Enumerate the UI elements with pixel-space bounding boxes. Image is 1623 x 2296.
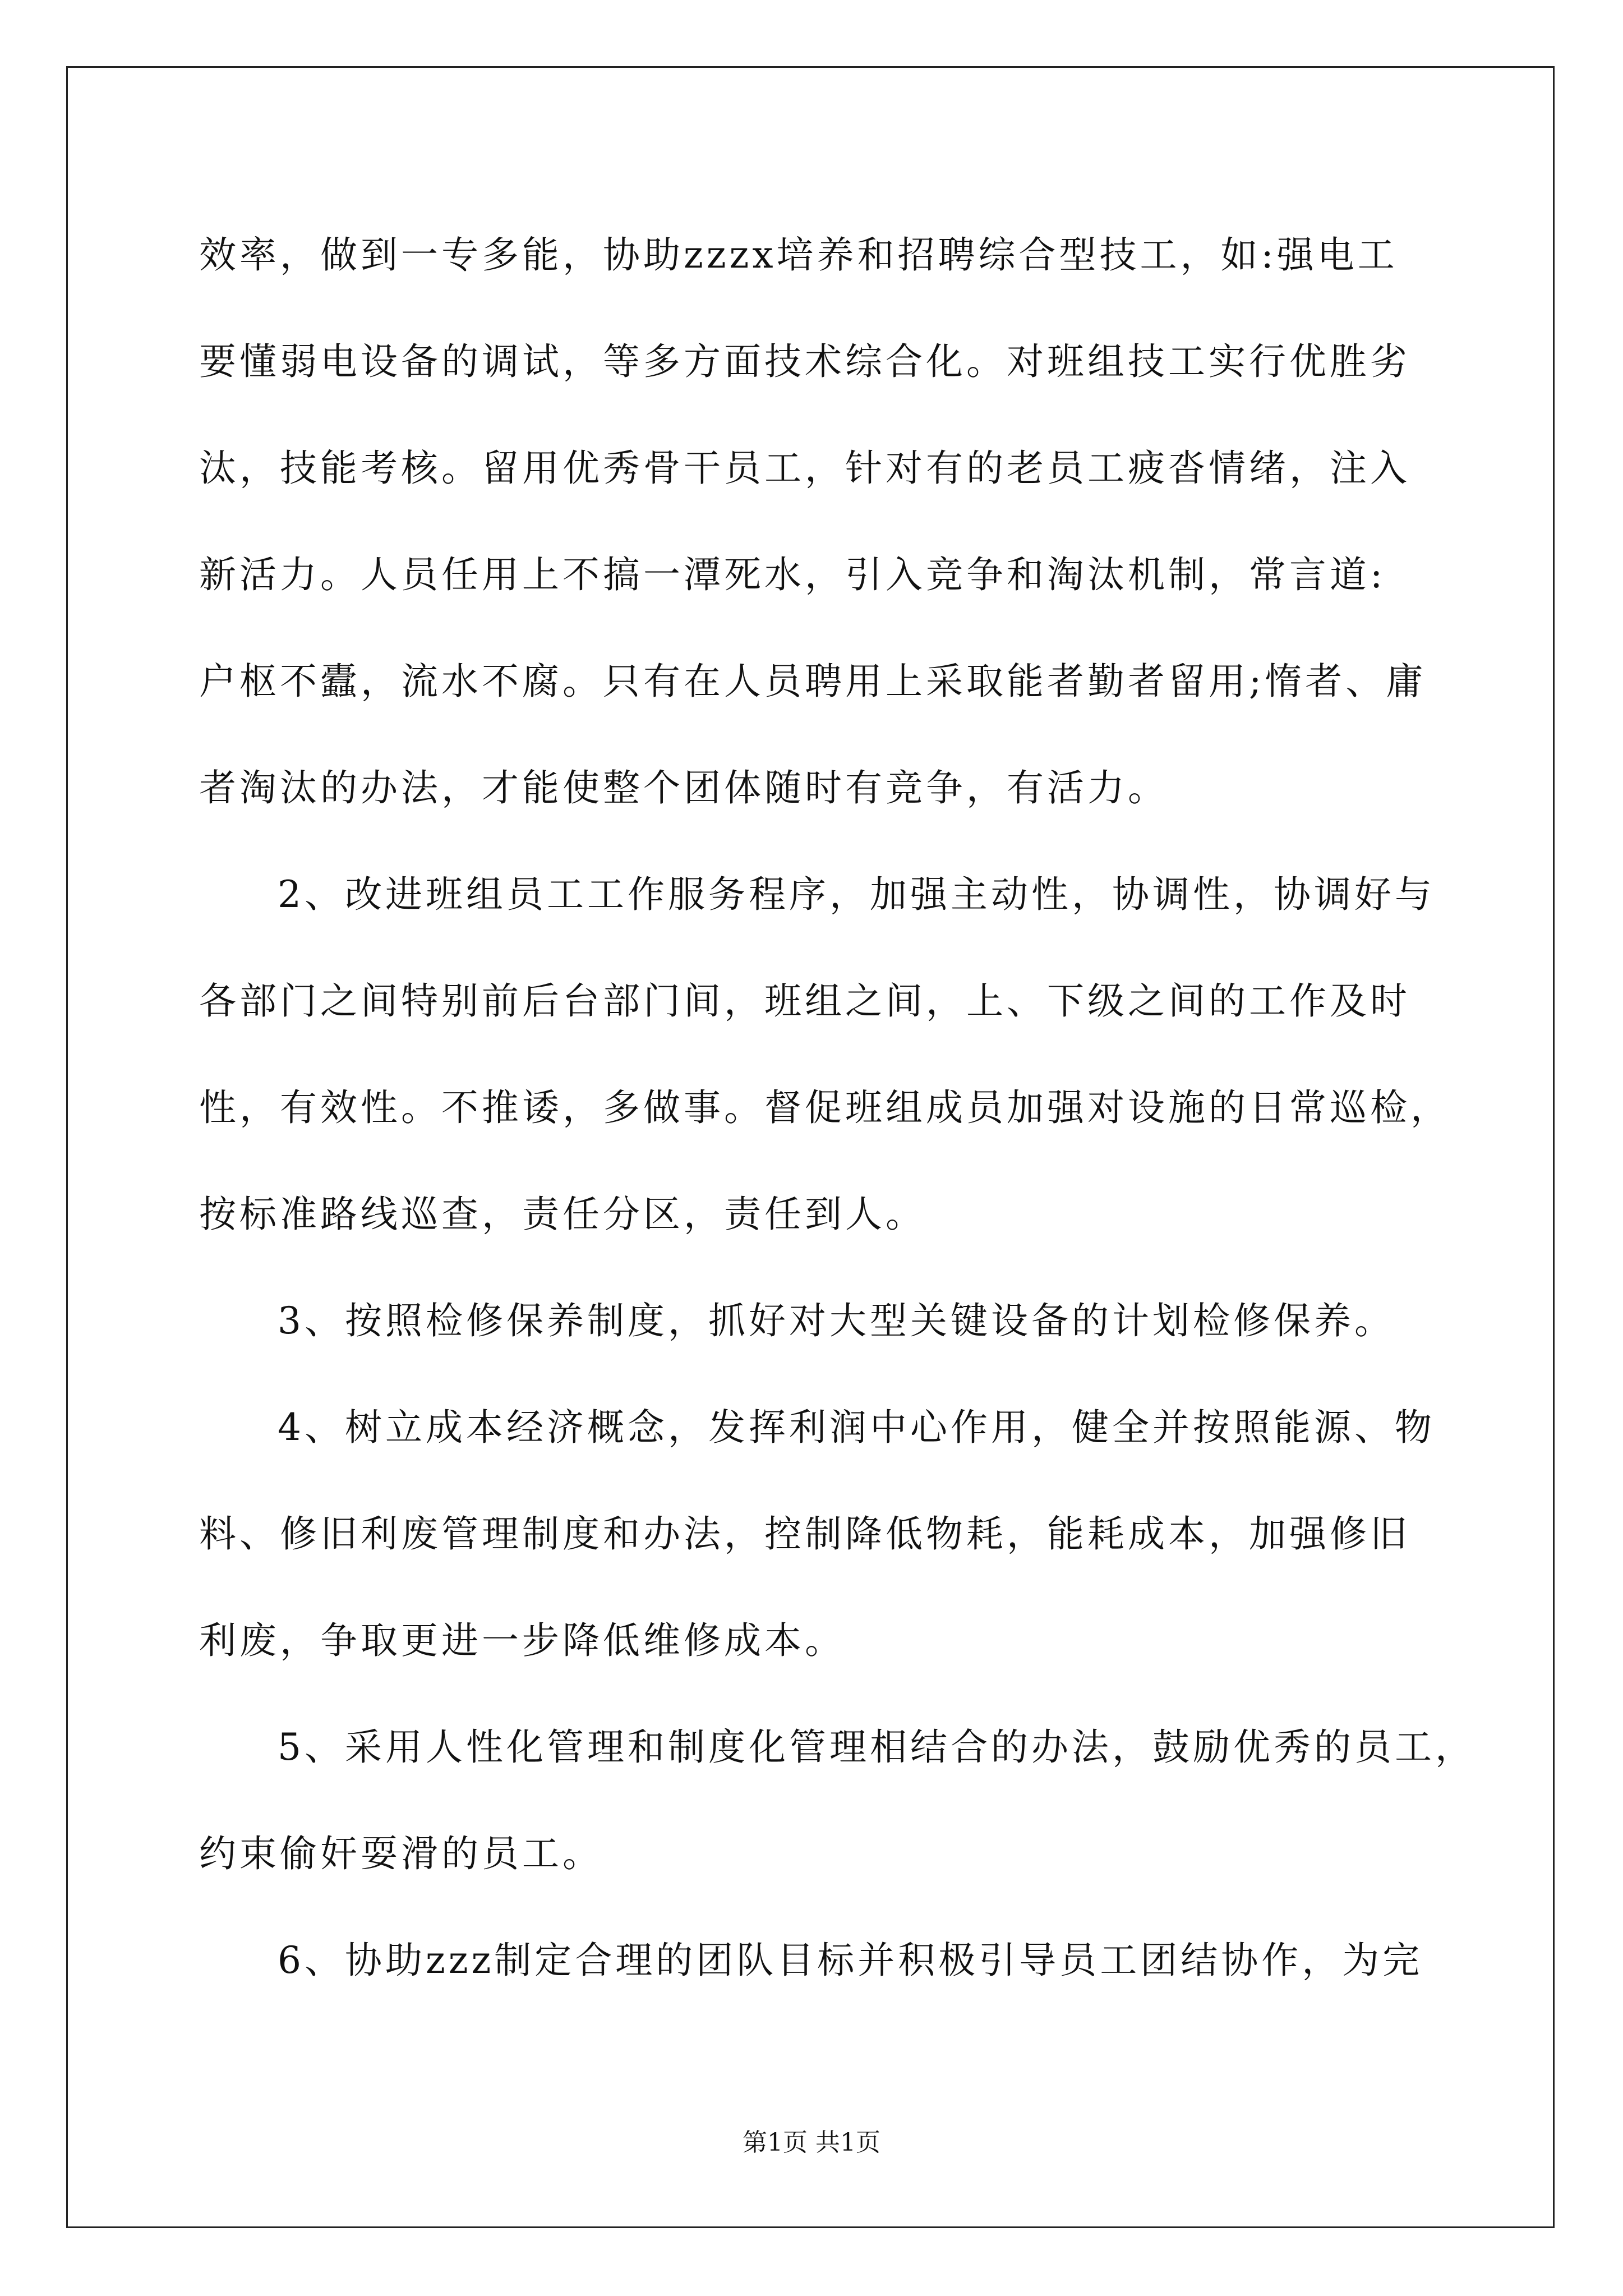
paragraph-2-line: 2、改进班组员工工作服务程序，加强主动性，协调性，协调好与 <box>278 873 1435 916</box>
text-line: 性，有效性。不推诿，多做事。督促班组成员加强对设施的日常巡检， <box>199 1086 1451 1129</box>
text-line: 汰，技能考核。留用优秀骨干员工，针对有的老员工疲沓情绪，注入 <box>199 447 1410 490</box>
paragraph-3-line: 3、按照检修保养制度，抓好对大型关键设备的计划检修保养。 <box>278 1299 1395 1342</box>
text-line: 各部门之间特别前后台部门间，班组之间，上、下级之间的工作及时 <box>199 979 1410 1023</box>
text-line: 按标准路线巡查，责任分区，责任到人。 <box>199 1193 926 1236</box>
text-line: 约束偷奸耍滑的员工。 <box>199 1832 603 1875</box>
page-footer: 第1页 共1页 <box>743 2128 880 2157</box>
paragraph-5-line: 5、采用人性化管理和制度化管理相结合的办法，鼓励优秀的员工， <box>278 1726 1476 1769</box>
text-line: 利废，争取更进一步降低维修成本。 <box>199 1619 845 1662</box>
text-line: 新活力。人员任用上不搞一潭死水，引入竞争和淘汰机制，常言道: <box>199 553 1386 596</box>
text-line: 要懂弱电设备的调试，等多方面技术综合化。对班组技工实行优胜劣 <box>199 340 1410 383</box>
text-line: 户枢不蠹，流水不腐。只有在人员聘用上采取能者勤者留用;惰者、庸 <box>199 660 1427 703</box>
text-line: 效率，做到一专多能，协助zzzx培养和招聘综合型技工，如:强电工 <box>199 233 1398 277</box>
paragraph-4-line: 4、树立成本经济概念，发挥利润中心作用，健全并按照能源、物 <box>278 1406 1435 1449</box>
document-body <box>199 202 1476 2014</box>
text-line: 料、修旧利废管理制度和办法，控制降低物耗，能耗成本，加强修旧 <box>199 1512 1410 1556</box>
paragraph-6-line: 6、协助zzz制定合理的团队目标并积极引导员工团结协作，为完 <box>278 1939 1423 1982</box>
text-line: 者淘汰的办法，才能使整个团体随时有竞争，有活力。 <box>199 766 1168 809</box>
